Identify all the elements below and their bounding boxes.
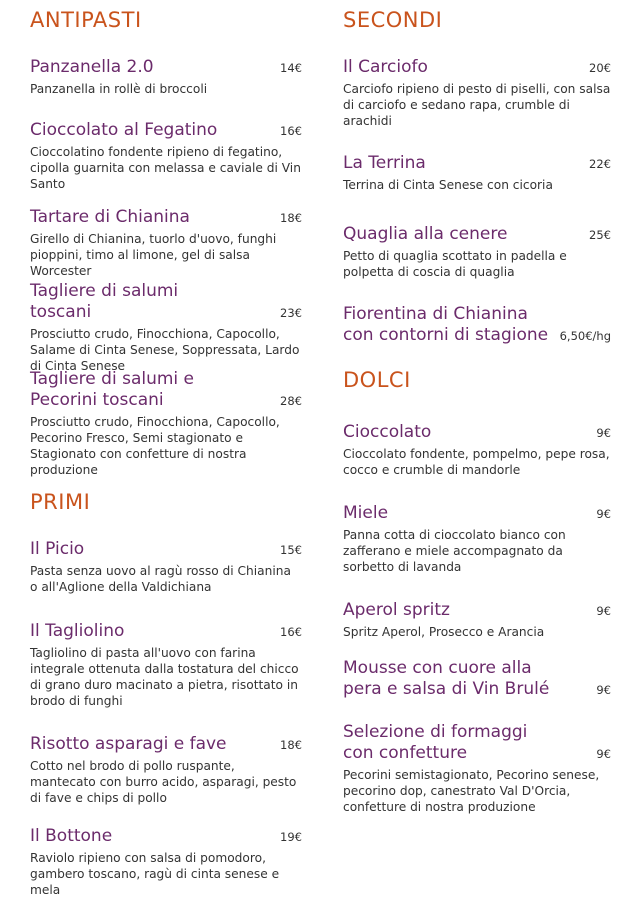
menu-item <box>343 503 611 575</box>
menu-item <box>343 57 611 129</box>
item-description: Cotto nel brodo di pollo ruspante, mantecato con burro acido, asparagi, pesto di fave e chips di pollo <box>30 759 297 805</box>
item-description: Prosciutto crudo, Finocchiona, Capocollo, Pecorino Fresco, Semi stagionato e Stagionato con confetture di nostra produzione <box>30 415 280 477</box>
item-name: Cioccolato al Fegatino <box>30 120 218 140</box>
item-description: Spritz Aperol, Prosecco e Arancia <box>343 625 545 639</box>
item-name: Il Picio <box>30 539 85 559</box>
item-price: 28€ <box>280 394 302 408</box>
item-name: Cioccolato <box>343 422 432 442</box>
item-price: 16€ <box>280 124 302 138</box>
item-name: Fiorentina di Chianina con contorni di stagione <box>343 304 549 345</box>
item-price: 22€ <box>589 157 611 171</box>
menu-item <box>343 224 611 280</box>
menu-item <box>343 422 611 478</box>
item-price: 16€ <box>280 625 302 639</box>
item-price: 15€ <box>280 543 302 557</box>
section-heading: PRIMI <box>30 490 91 514</box>
menu-item <box>30 57 302 97</box>
item-price: 6,50€/hg <box>559 329 611 343</box>
item-name: La Terrina <box>343 153 426 173</box>
item-name: Il Carciofo <box>343 57 428 77</box>
item-name: Quaglia alla cenere <box>343 224 508 244</box>
menu-item <box>30 539 302 595</box>
item-description: Girello di Chianina, tuorlo d'uovo, funghi pioppini, timo al limone, gel di salsa Worcester <box>30 232 277 278</box>
item-name: Il Tagliolino <box>30 621 125 641</box>
item-name: Risotto asparagi e fave <box>30 734 227 754</box>
item-description: Terrina di Cinta Senese con cicoria <box>343 178 553 192</box>
item-description: Raviolo ripieno con salsa di pomodoro, gambero toscano, ragù di cinta senese e mela <box>30 851 280 897</box>
item-name: Selezione di formaggi con confetture <box>343 722 528 763</box>
item-description: Tagliolino di pasta all'uovo con farina integrale ottenuta dalla tostatura del chicco di grano duro macinato a pietra, risottato in brodo di funghi <box>30 646 299 708</box>
menu-item <box>30 826 302 898</box>
item-description: Pasta senza uovo al ragù rosso di Chianina o all'Aglione della Valdichiana <box>30 564 291 594</box>
item-name: Tagliere di salumi toscani <box>30 281 179 322</box>
menu-item <box>343 304 611 346</box>
item-description: Prosciutto crudo, Finocchiona, Capocollo, Salame di Cinta Senese, Soppressata, Lardo di Cinta Senese <box>30 327 300 373</box>
item-price: 18€ <box>280 211 302 225</box>
item-description: Carciofo ripieno di pesto di piselli, con salsa di carciofo e sedano rapa, crumble di arachidi <box>343 82 611 128</box>
item-name: Tagliere di salumi e Pecorini toscani <box>30 369 194 410</box>
item-description: Panna cotta di cioccolato bianco con zafferano e miele accompagnato da sorbetto di lavanda <box>343 528 566 574</box>
section-heading: ANTIPASTI <box>30 8 142 32</box>
item-price: 23€ <box>280 306 302 320</box>
item-name: Aperol spritz <box>343 600 450 620</box>
menu-item <box>30 621 302 709</box>
menu-item <box>30 207 302 279</box>
menu-item <box>343 722 611 815</box>
item-name: Miele <box>343 503 389 523</box>
item-description: Panzanella in rollè di broccoli <box>30 82 208 96</box>
item-description: Petto di quaglia scottato in padella e polpetta di coscia di quaglia <box>343 249 567 279</box>
item-name: Mousse con cuore alla pera e salsa di Vin Brulé <box>343 658 550 699</box>
menu-item <box>30 734 302 806</box>
menu-item <box>343 153 611 193</box>
item-price: 9€ <box>596 426 611 440</box>
item-price: 14€ <box>280 61 302 75</box>
menu-item <box>30 281 302 374</box>
item-price: 9€ <box>596 747 611 761</box>
item-price: 25€ <box>589 228 611 242</box>
item-name: Panzanella 2.0 <box>30 57 154 77</box>
item-price: 9€ <box>596 604 611 618</box>
item-name: Il Bottone <box>30 826 113 846</box>
menu-item <box>343 600 611 640</box>
item-price: 9€ <box>596 683 611 697</box>
section-heading: DOLCI <box>343 368 411 392</box>
menu-item <box>30 120 302 192</box>
item-description: Cioccolatino fondente ripieno di fegatino, cipolla guarnita con melassa e caviale di Vin Santo <box>30 145 301 191</box>
item-price: 9€ <box>596 507 611 521</box>
section-heading: SECONDI <box>343 8 443 32</box>
item-description: Pecorini semistagionato, Pecorino senese, pecorino dop, canestrato Val D'Orcia, confetture di nostra produzione <box>343 768 600 814</box>
menu-item <box>343 658 611 700</box>
item-price: 19€ <box>280 830 302 844</box>
menu-item <box>30 369 302 478</box>
item-description: Cioccolato fondente, pompelmo, pepe rosa, cocco e crumble di mandorle <box>343 447 610 477</box>
item-price: 18€ <box>280 738 302 752</box>
item-price: 20€ <box>589 61 611 75</box>
item-name: Tartare di Chianina <box>30 207 190 227</box>
